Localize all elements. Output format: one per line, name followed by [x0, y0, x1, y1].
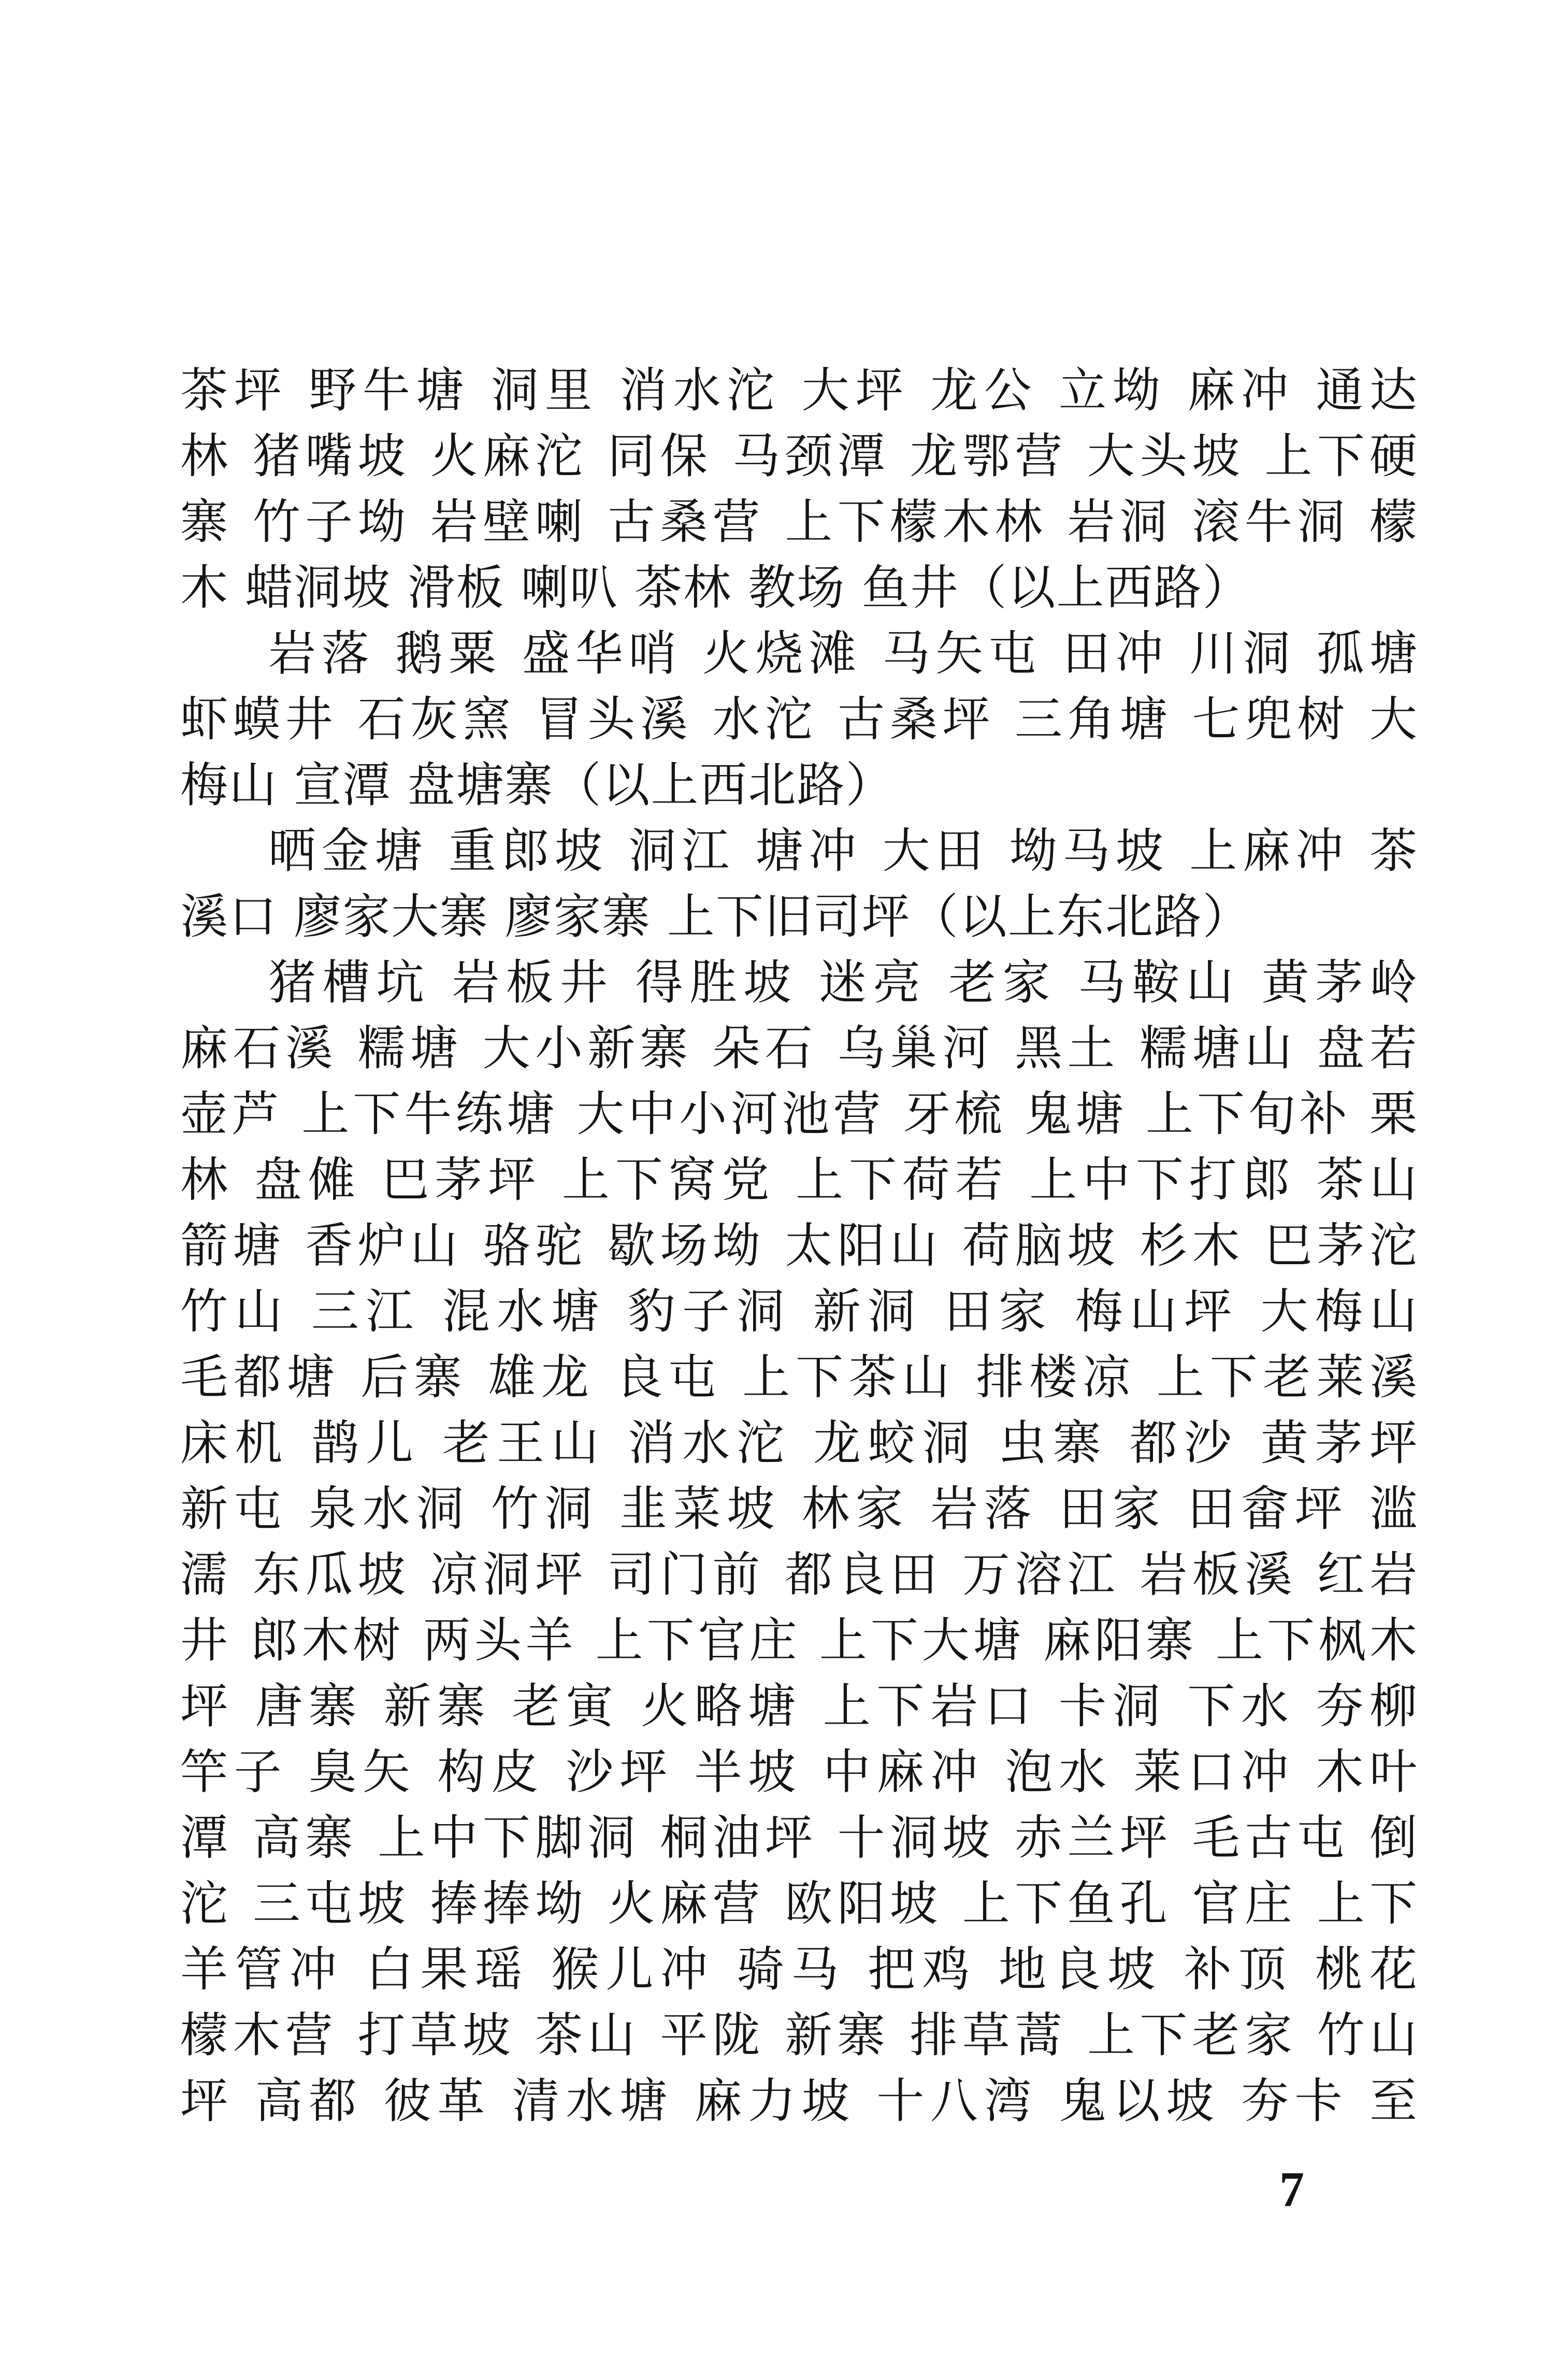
text-line: 井 郎木树 两头羊 上下官庄 上下大塘 麻阳寨 上下枫木 [180, 1613, 1418, 1668]
text-line: 箭塘 香炉山 骆驼 歇场坳 太阳山 荷脑坡 杉木 巴茅沱 [180, 1218, 1418, 1273]
text-line: 竿子 臭矢 构皮 沙坪 半坡 中麻冲 泡水 莱口冲 木叶 [180, 1744, 1418, 1800]
text-line: 晒金塘 重郎坡 洞江 塘冲 大田 坳马坡 上麻冲 茶 [268, 823, 1418, 879]
text-line: 羊管冲 白果瑶 猴儿冲 骑马 把鸡 地良坡 补顶 桃花 [180, 1942, 1418, 1997]
text-line: 虾蟆井 石灰窯 冒头溪 水沱 古桑坪 三角塘 七兜树 大 [180, 692, 1418, 747]
text-line: 潭 高寨 上中下脚洞 桐油坪 十洞坡 赤兰坪 毛古屯 倒 [180, 1810, 1418, 1866]
text-line: 濡 东瓜坡 凉洞坪 司门前 都良田 万溶江 岩板溪 红岩 [180, 1547, 1418, 1602]
text-line: 林 盘傩 巴茅坪 上下窝党 上下荷若 上中下打郎 茶山 [180, 1152, 1418, 1208]
text-line: 林 猪嘴坡 火麻沱 同保 马颈潭 龙鄂营 大头坡 上下硬 [180, 428, 1418, 484]
text-line: 坪 高都 彼革 清水塘 麻力坡 十八湾 鬼以坡 夯卡 至 [180, 2073, 1418, 2129]
text-line: 茶坪 野牛塘 洞里 消水沱 大坪 龙公 立坳 麻冲 通达 [180, 363, 1418, 418]
text-line: 檬木营 打草坡 茶山 平陇 新寨 排草蒿 上下老家 竹山 [180, 2008, 1418, 2063]
text-line: 沱 三屯坡 捧捧坳 火麻营 欧阳坡 上下鱼孔 官庄 上下 [180, 1876, 1418, 1931]
text-line: 床机 鹊儿 老王山 消水沱 龙蛟洞 虫寨 都沙 黄茅坪 [180, 1415, 1418, 1471]
text-line: 猪槽坑 岩板井 得胜坡 迷亮 老家 马鞍山 黄茅岭 [268, 955, 1418, 1010]
text-line: 麻石溪 糯塘 大小新寨 朵石 乌巢河 黑土 糯塘山 盘若 [180, 1021, 1418, 1076]
text-line: 木 蜡洞坡 滑板 喇叭 茶林 教场 鱼井（以上西路） [180, 560, 1251, 615]
text-line: 壶芦 上下牛练塘 大中小河池营 牙梳 鬼塘 上下旬补 栗 [180, 1086, 1418, 1142]
text-line: 溪口 廖家大寨 廖家寨 上下旧司坪（以上东北路） [180, 889, 1251, 944]
page-number: 7 [1279, 2161, 1304, 2217]
text-line: 梅山 宣潭 盘塘寨（以上西北路） [180, 757, 895, 813]
text-line: 竹山 三江 混水塘 豹子洞 新洞 田家 梅山坪 大梅山 [180, 1284, 1418, 1339]
body-text [180, 357, 1418, 2134]
text-line: 岩落 鹅粟 盛华哨 火烧滩 马矢屯 田冲 川洞 孤塘 [268, 626, 1418, 681]
text-line: 毛都塘 后寨 雄龙 良屯 上下茶山 排楼凉 上下老莱溪 [180, 1350, 1418, 1405]
text-line: 寨 竹子坳 岩壁喇 古桑营 上下檬木林 岩洞 滚牛洞 檬 [180, 494, 1418, 550]
text-line: 坪 唐寨 新寨 老寅 火略塘 上下岩口 卡洞 下水 夯柳 [180, 1679, 1418, 1734]
text-line: 新屯 泉水洞 竹洞 韭菜坡 林家 岩落 田家 田畲坪 滥 [180, 1481, 1418, 1537]
